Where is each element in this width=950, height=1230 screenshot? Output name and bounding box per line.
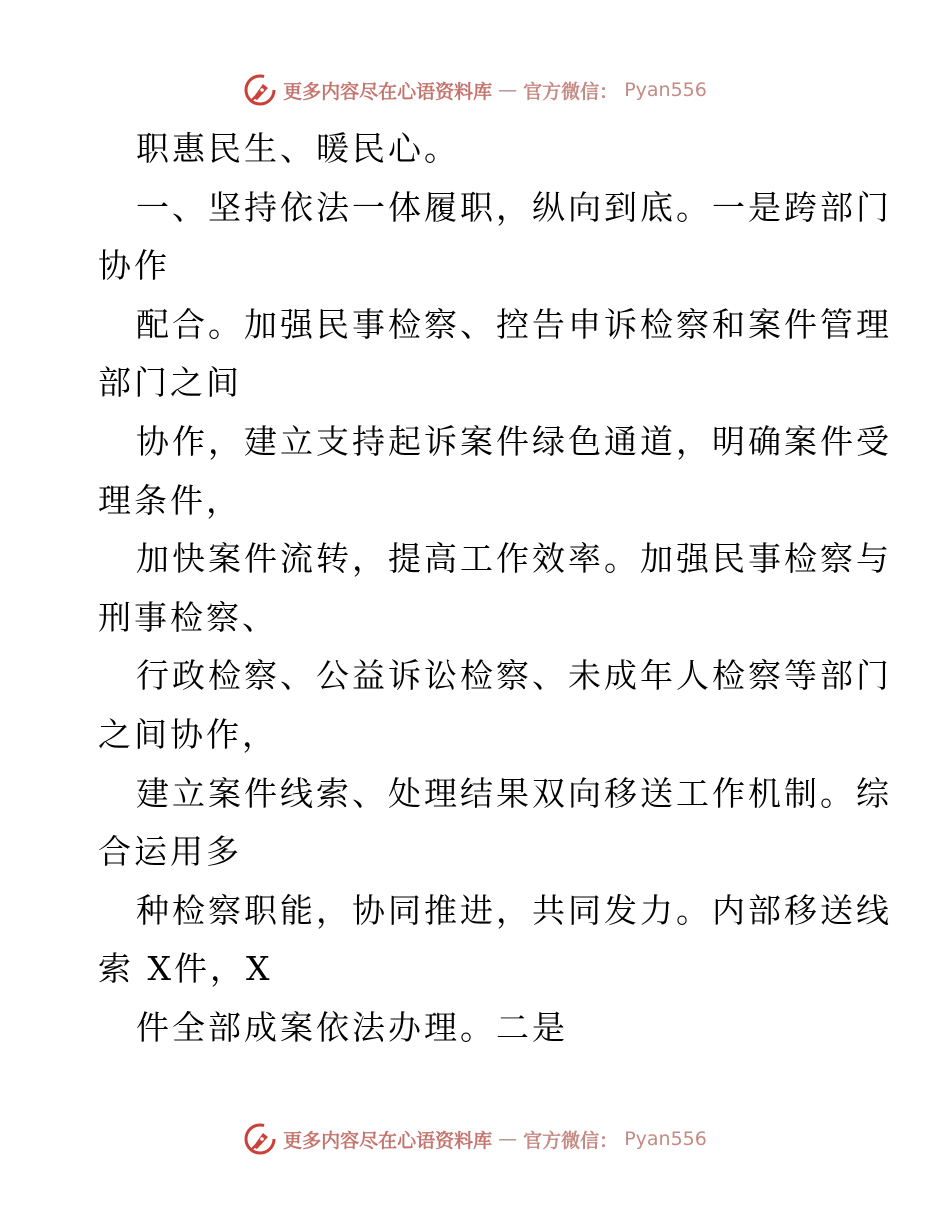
header-watermark <box>0 70 950 110</box>
watermark-wechat-id: Pyan556 <box>624 79 707 101</box>
text-line: 加快案件流转，提高工作效率。加强民事检察与 <box>136 539 892 579</box>
watermark-dash: — <box>498 79 518 101</box>
footer-watermark <box>0 1119 950 1159</box>
text-line: 协作 <box>98 246 170 286</box>
document-body <box>98 120 892 1058</box>
text-line: 件全部成案依法办理。二是 <box>136 1007 568 1047</box>
text-line: 刑事检察、 <box>98 597 278 637</box>
text-line: 部门之间 <box>98 363 242 403</box>
watermark-main-text: 更多内容尽在心语资料库 <box>283 80 493 103</box>
text-line: 合运用多 <box>98 832 242 872</box>
text-line: 索 X件，X <box>98 949 273 989</box>
watermark-wechat-label: 官方微信： <box>523 80 619 103</box>
watermark-dash: — <box>498 1128 518 1150</box>
text-line: 之间协作， <box>98 714 278 754</box>
text-line: 一、坚持依法一体履职，纵向到底。一是跨部门 <box>136 187 892 227</box>
text-line: 理条件， <box>98 480 242 520</box>
text-line: 行政检察、公益诉讼检察、未成年人检察等部门 <box>136 656 892 696</box>
text-line: 职惠民生、暖民心。 <box>136 129 460 168</box>
text-line: 协作，建立支持起诉案件绿色通道，明确案件受 <box>136 421 892 461</box>
pen-nib-icon <box>243 1122 277 1156</box>
watermark-wechat-label: 官方微信： <box>523 1129 619 1152</box>
text-line: 配合。加强民事检察、控告申诉检察和案件管理 <box>136 304 892 344</box>
text-line: 建立案件线索、处理结果双向移送工作机制。综 <box>136 773 892 813</box>
watermark-wechat-id: Pyan556 <box>624 1128 707 1150</box>
pen-nib-icon <box>243 73 277 107</box>
text-line: 种检察职能，协同推进，共同发力。内部移送线 <box>136 890 892 930</box>
watermark-main-text: 更多内容尽在心语资料库 <box>283 1129 493 1152</box>
